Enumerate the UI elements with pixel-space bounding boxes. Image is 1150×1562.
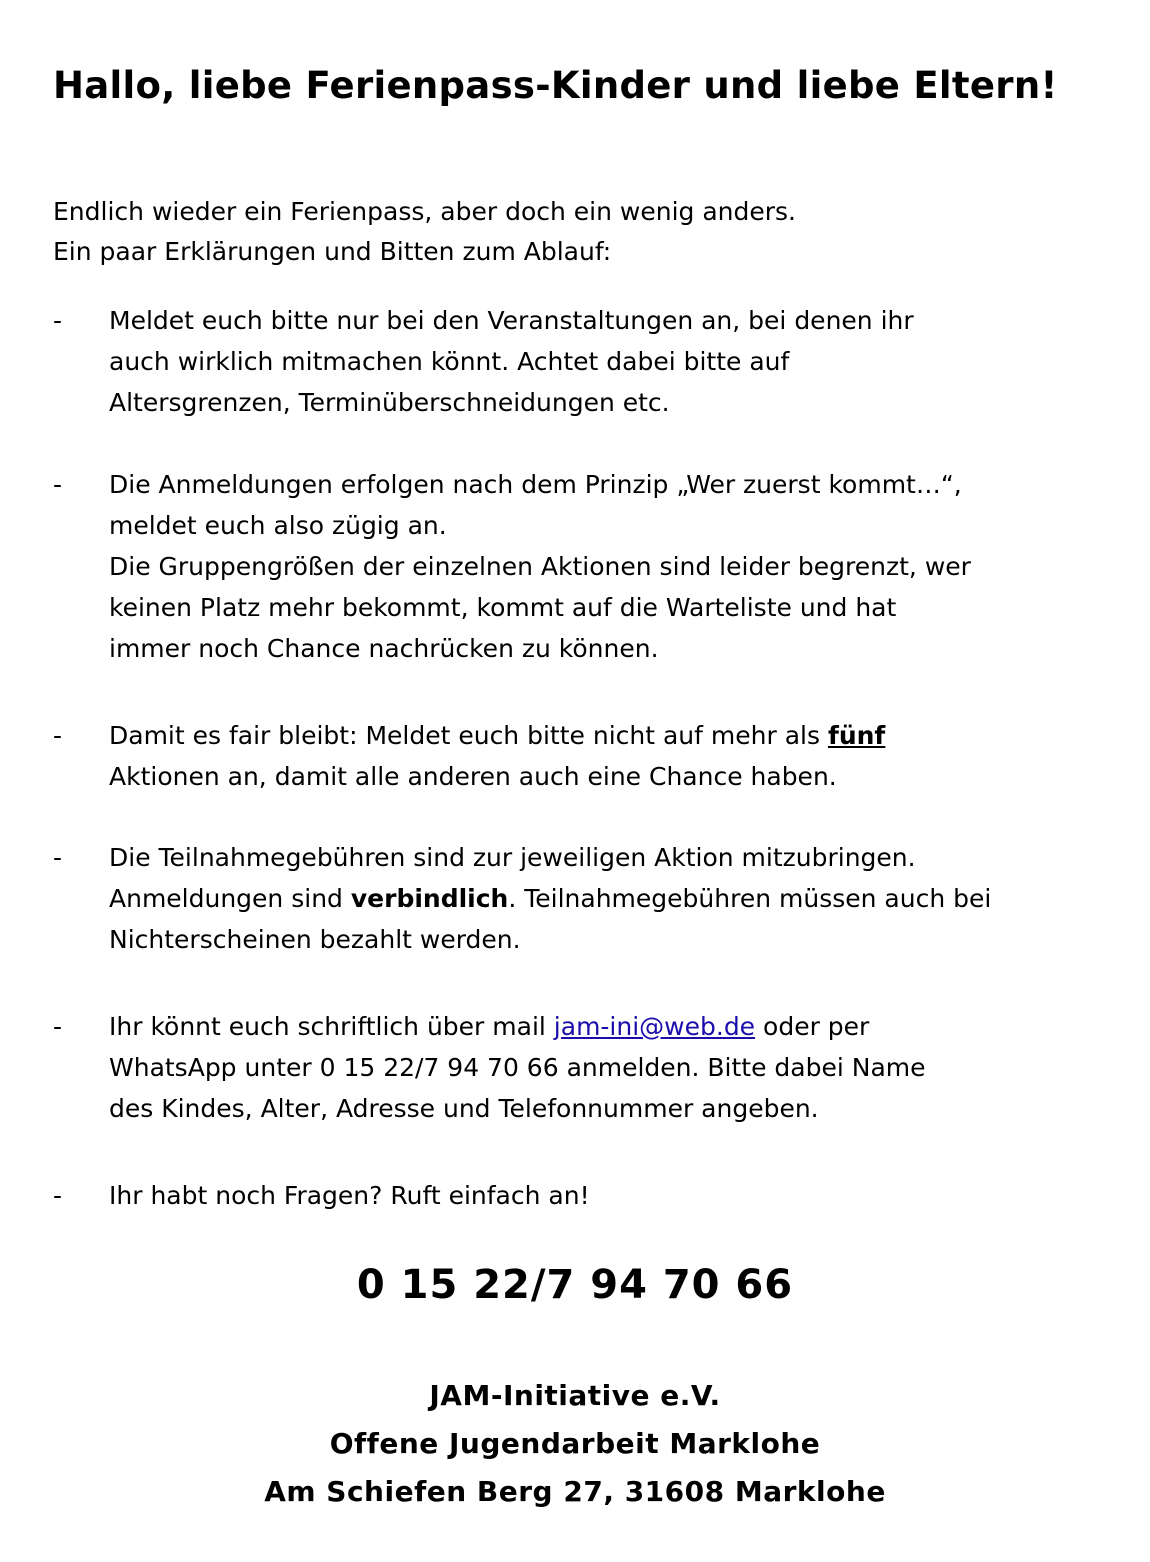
- bullet-dash: -: [53, 306, 63, 335]
- bullet-dash: -: [53, 1012, 63, 1041]
- text-line: Die Teilnahmegebühren sind zur jeweiligen Aktion mitzubringen.: [109, 843, 916, 872]
- list-item-text: [109, 1175, 1119, 1216]
- text-line: keinen Platz mehr bekommt, kommt auf die Warteliste und hat: [109, 593, 897, 622]
- list-item-text: [109, 837, 1119, 960]
- bullet-dash: -: [53, 1181, 63, 1210]
- text-line: Ihr habt noch Fragen? Ruft einfach an!: [109, 1181, 590, 1210]
- postal-address: Am Schiefen Berg 27, 31608 Marklohe: [264, 1475, 886, 1508]
- text-span: Anmeldungen sind: [109, 884, 351, 913]
- text-line: Aktionen an, damit alle anderen auch eine Chance haben.: [109, 762, 837, 791]
- text-span: Ihr könnt euch schriftlich über mail: [109, 1012, 554, 1041]
- department-name: Offene Jugendarbeit Marklohe: [329, 1427, 821, 1460]
- text-line: Altersgrenzen, Terminüberschneidungen etc.: [109, 388, 670, 417]
- text-line: des Kindes, Alter, Adresse und Telefonnummer angeben.: [109, 1094, 819, 1123]
- bullet-dash: -: [53, 721, 63, 750]
- email-link[interactable]: jam-ini@web.de: [553, 1012, 756, 1041]
- text-line: auch wirklich mitmachen könnt. Achtet dabei bitte auf: [109, 347, 790, 376]
- intro-line-1: Endlich wieder ein Ferienpass, aber doch ein wenig anders.: [53, 197, 796, 226]
- page-title: Hallo, liebe Ferienpass-Kinder und liebe Eltern!: [53, 64, 1058, 107]
- text-line: immer noch Chance nachrücken zu können.: [109, 634, 659, 663]
- text-line: [109, 715, 1119, 756]
- text-line: Meldet euch bitte nur bei den Veranstaltungen an, bei denen ihr: [109, 306, 914, 335]
- text-line: Nichterscheinen bezahlt werden.: [109, 925, 521, 954]
- contact-footer: [0, 1372, 1150, 1516]
- text-line: [109, 878, 1119, 919]
- emphasis-binding: verbindlich: [350, 884, 509, 913]
- text-line: meldet euch also zügig an.: [109, 511, 447, 540]
- organization-name: JAM-Initiative e.V.: [429, 1379, 721, 1412]
- list-item-text: [109, 1006, 1119, 1129]
- list-item-text: [109, 464, 1119, 669]
- text-line: Die Anmeldungen erfolgen nach dem Prinzip „Wer zuerst kommt…“,: [109, 470, 962, 499]
- text-span: Damit es fair bleibt: Meldet euch bitte nicht auf mehr als: [109, 721, 828, 750]
- list-item-text: [109, 715, 1119, 797]
- text-line: WhatsApp unter 0 15 22/7 94 70 66 anmelden. Bitte dabei Name: [109, 1053, 926, 1082]
- emphasis-five: fünf: [827, 721, 886, 750]
- list-item-text: [109, 300, 1119, 423]
- text-line: [109, 1006, 1119, 1047]
- bullet-dash: -: [53, 843, 63, 872]
- intro-paragraph: [53, 192, 796, 272]
- text-line: Die Gruppengrößen der einzelnen Aktionen sind leider begrenzt, wer: [109, 552, 971, 581]
- text-span: . Teilnahmegebühren müssen auch bei: [508, 884, 992, 913]
- phone-number: 0 15 22/7 94 70 66: [356, 1262, 794, 1308]
- intro-line-2: Ein paar Erklärungen und Bitten zum Ablauf:: [53, 237, 612, 266]
- text-span: oder per: [755, 1012, 870, 1041]
- bullet-dash: -: [53, 470, 63, 499]
